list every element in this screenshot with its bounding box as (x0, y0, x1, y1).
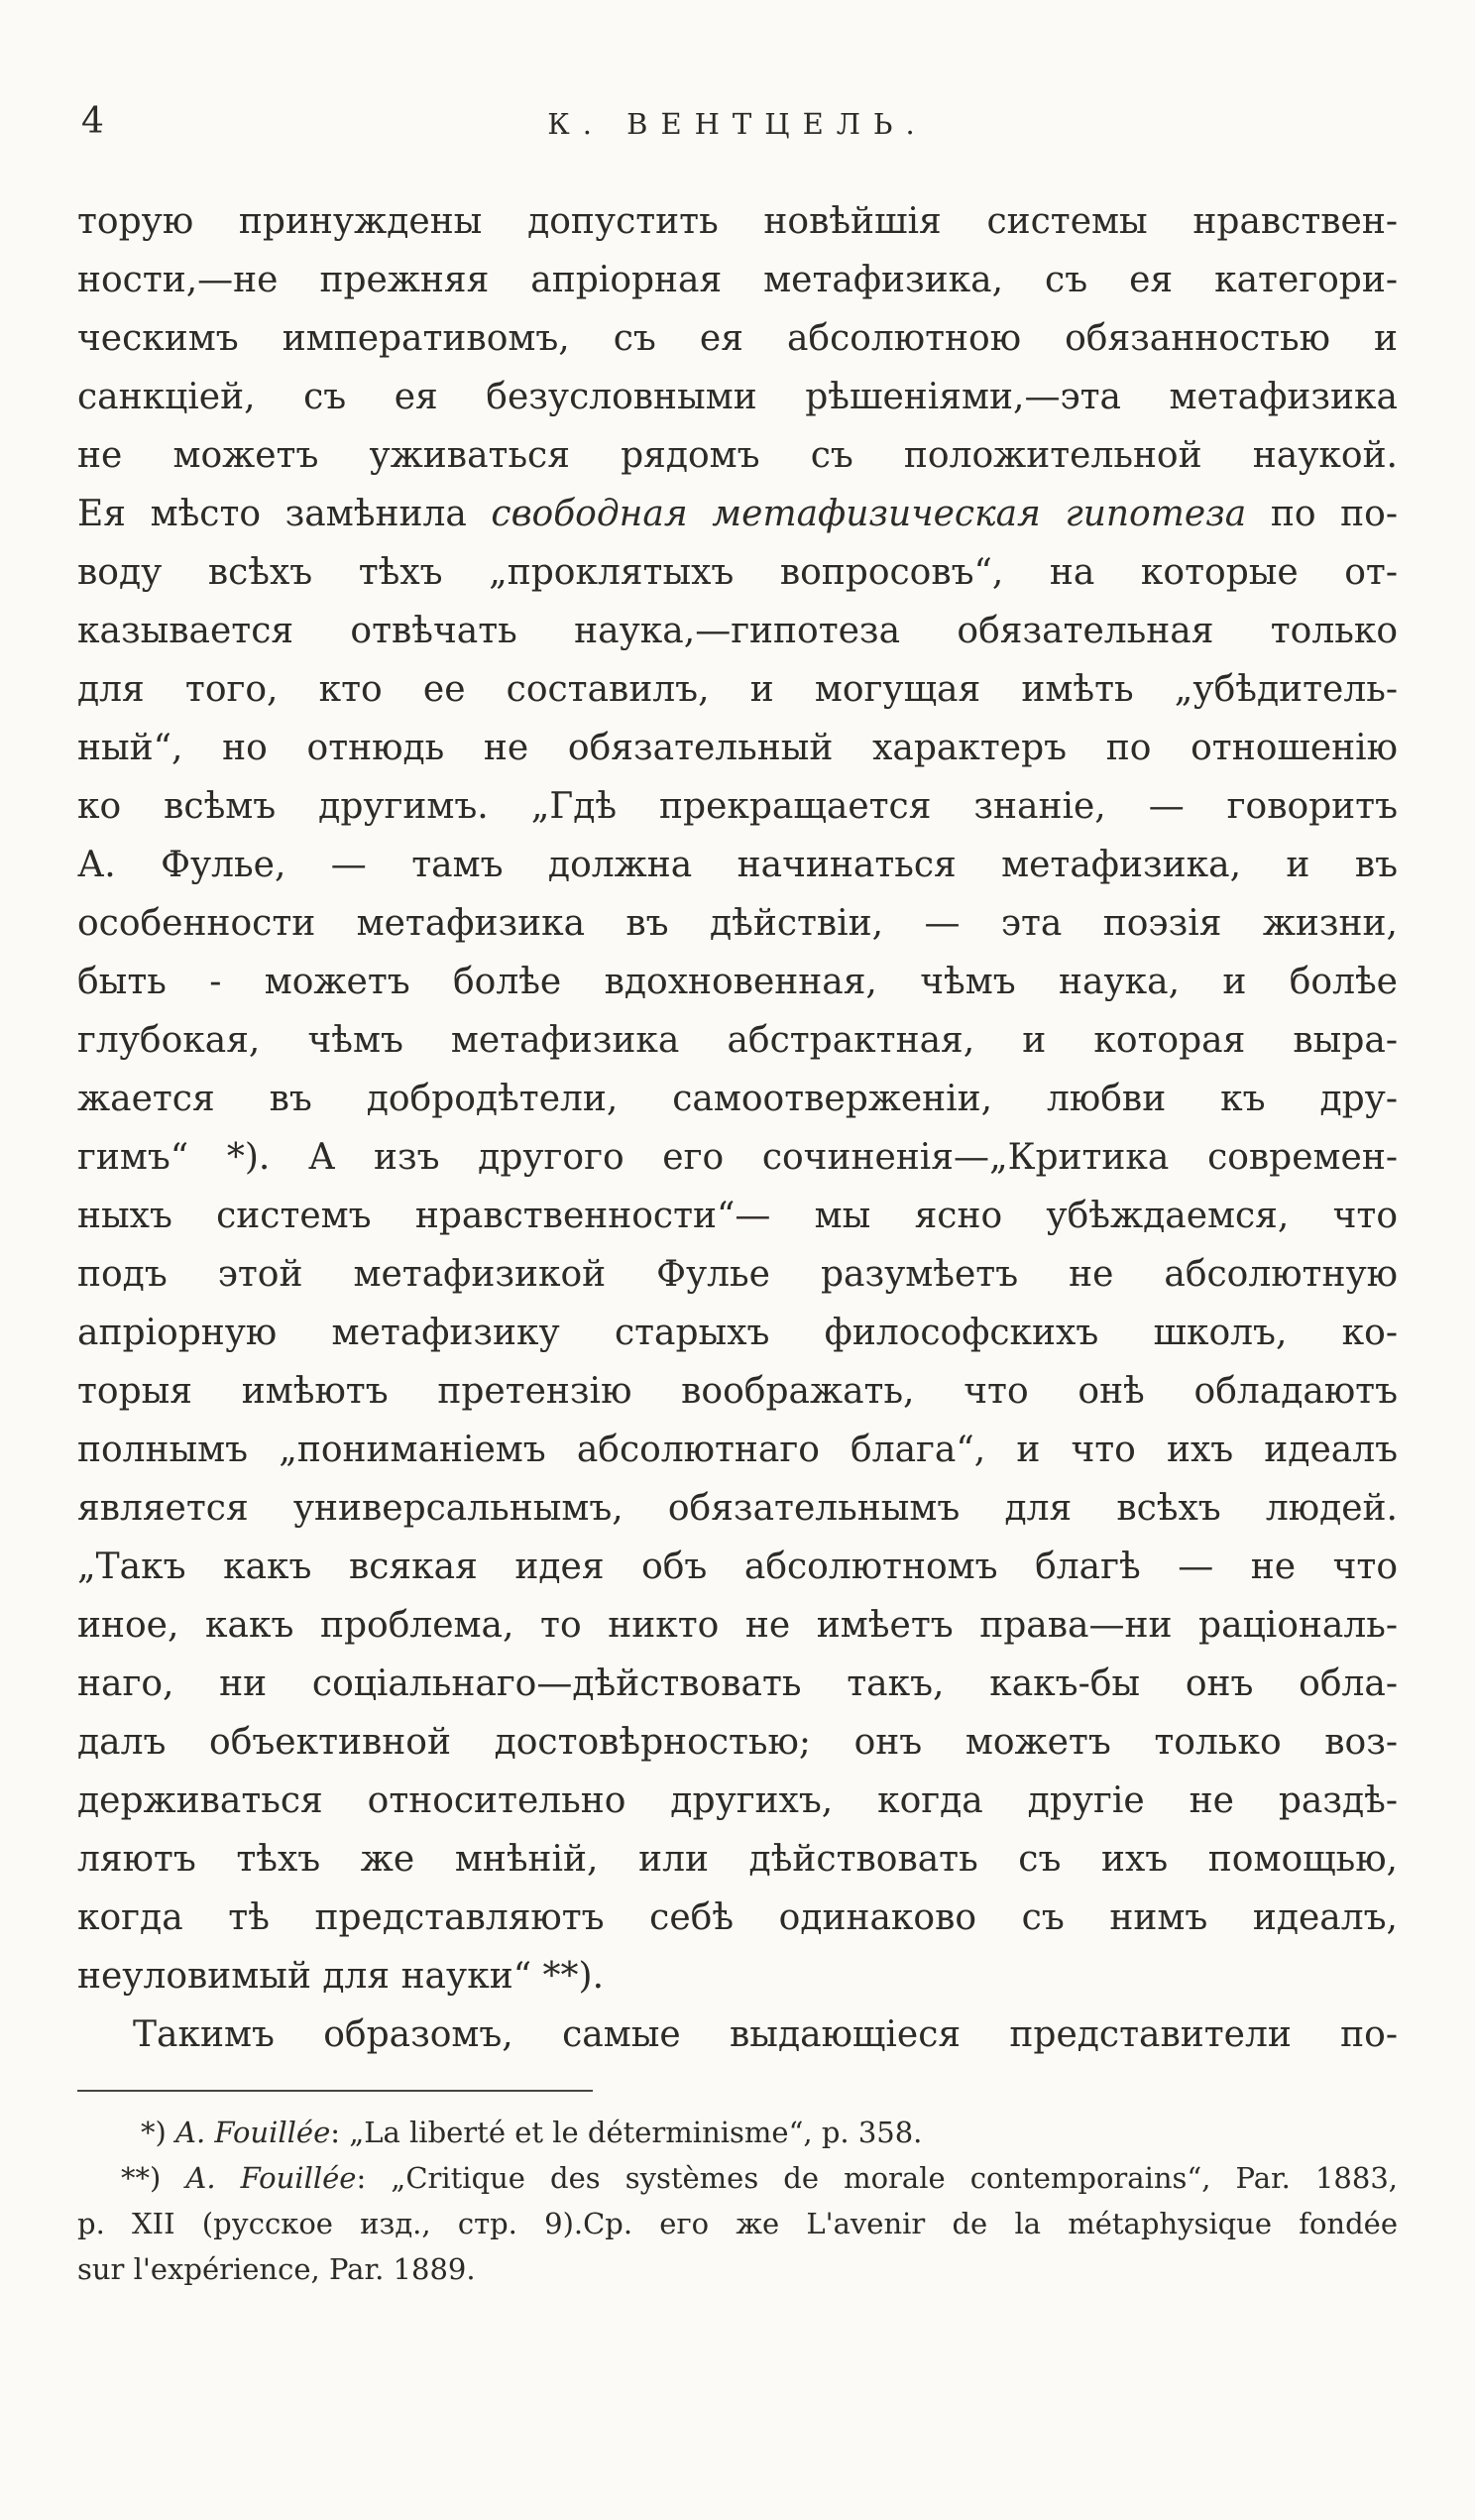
body-text-line (77, 1538, 1398, 1596)
text-segment: не можетъ уживаться рядомъ съ положительной наукой. (77, 435, 1398, 476)
body-text-line (77, 1304, 1398, 1362)
body-text-line (77, 426, 1398, 485)
text-segment: наго, ни соціальнаго—дѣйствовать такъ, какъ-бы онъ обла- (77, 1663, 1398, 1704)
body-text-line (77, 660, 1398, 719)
text-segment: апріорную метафизику старыхъ философскихъ школъ, ко- (77, 1313, 1398, 1353)
text-segment: ныхъ системъ нравственности“— мы ясно убѣждаемся, что (77, 1196, 1398, 1236)
text-segment: глубокая, чѣмъ метафизика абстрактная, и которая выра- (77, 1020, 1398, 1061)
italic-text-segment: свободная метафизическая гипотеза (491, 494, 1247, 534)
body-text (77, 192, 1398, 2064)
body-text-line (77, 309, 1398, 368)
text-segment: торую принуждены допустить новѣйшія системы нравствен- (77, 201, 1398, 242)
body-text-line (77, 1479, 1398, 1538)
text-segment: sur l'expérience, Par. 1889. (77, 2252, 476, 2286)
body-text-line (77, 1889, 1398, 1947)
footnote-line (77, 2110, 1398, 2155)
text-segment: жается въ добродѣтели, самоотверженіи, любви къ дру- (77, 1079, 1398, 1119)
text-segment: Ея мѣсто замѣнила (77, 494, 492, 534)
text-segment: для того, кто ее составилъ, и могущая имѣть „убѣдитель- (77, 669, 1398, 710)
text-segment: является универсальнымъ, обязательнымъ для всѣхъ людей. (77, 1488, 1398, 1529)
text-segment: полнымъ „пониманіемъ абсолютнаго блага“, и что ихъ идеалъ (77, 1430, 1398, 1470)
body-text-line (77, 1713, 1398, 1772)
body-text-line (77, 1362, 1398, 1421)
footnote-line (77, 2155, 1398, 2201)
running-title: К. ВЕНТЦЕЛЬ. (547, 107, 928, 141)
text-segment: далъ объективной достовѣрностью; онъ можетъ только воз- (77, 1722, 1398, 1763)
text-segment: *) (141, 2116, 176, 2149)
text-segment: ности,—не прежняя апріорная метафизика, съ ея категори- (77, 260, 1398, 300)
body-text-line (77, 485, 1398, 543)
body-text-line (77, 836, 1398, 894)
body-text-line (77, 602, 1398, 660)
body-text-line (77, 1830, 1398, 1889)
body-text-line (77, 1947, 1398, 2005)
text-segment: неуловимый для науки“ **). (77, 1956, 605, 1997)
text-segment: подъ этой метафизикой Фулье разумѣетъ не абсолютную (77, 1254, 1398, 1295)
body-text-line (77, 719, 1398, 777)
body-text-line (77, 192, 1398, 251)
footnote-line (77, 2246, 1398, 2292)
footnote-line (77, 2201, 1398, 2246)
text-segment: казывается отвѣчать наука,—гипотеза обязательная только (77, 611, 1398, 651)
body-text-line (77, 1187, 1398, 1245)
body-text-line (77, 1011, 1398, 1070)
text-segment: быть - можетъ болѣе вдохновенная, чѣмъ наука, и болѣе (77, 962, 1398, 1002)
body-text-line (77, 2005, 1398, 2064)
text-segment: ляютъ тѣхъ же мнѣній, или дѣйствовать съ ихъ помощью, (77, 1839, 1398, 1880)
text-segment: : „La liberté et le déterminisme“, p. 358. (330, 2116, 923, 2149)
italic-text-segment: A. Fouillée (185, 2161, 357, 2195)
body-text-line (77, 894, 1398, 953)
footnote-separator (77, 2090, 593, 2092)
text-segment: иное, какъ проблема, то никто не имѣетъ права—ни раціональ- (77, 1605, 1398, 1646)
text-segment: „Такъ какъ всякая идея объ абсолютномъ благѣ — не что (77, 1546, 1398, 1587)
body-text-line (77, 1070, 1398, 1128)
page-number: 4 (81, 101, 104, 142)
body-text-line (77, 251, 1398, 309)
text-segment: p. XII (русское изд., стр. 9).Ср. его же L'avenir de la métaphysique fondée (77, 2207, 1398, 2240)
body-text-line (77, 1245, 1398, 1304)
body-text-line (77, 543, 1398, 602)
text-segment: А. Фулье, — тамъ должна начинаться метафизика, и въ (77, 845, 1398, 885)
body-text-line (77, 368, 1398, 426)
text-segment: воду всѣхъ тѣхъ „проклятыхъ вопросовъ“, на которые от- (77, 552, 1398, 593)
text-segment: ный“, но отнюдь не обязательный характеръ по отношенію (77, 728, 1398, 768)
text-segment: Такимъ образомъ, самые выдающіеся представители по- (133, 2014, 1398, 2055)
body-text-line (77, 1128, 1398, 1187)
footnotes (77, 2110, 1398, 2292)
body-text-line (77, 1596, 1398, 1655)
body-text-line (77, 1655, 1398, 1713)
text-segment: **) (121, 2161, 186, 2195)
body-text-line (77, 953, 1398, 1011)
text-segment: ческимъ императивомъ, съ ея абсолютною обязанностью и (77, 318, 1398, 359)
running-head (77, 99, 1398, 149)
text-segment: : „Critique des systèmes de morale contemporains“, Par. 1883, (356, 2161, 1398, 2195)
body-text-line (77, 1421, 1398, 1479)
text-segment: торыя имѣютъ претензію воображать, что онѣ обладаютъ (77, 1371, 1398, 1412)
text-segment: когда тѣ представляютъ себѣ одинаково съ нимъ идеалъ, (77, 1897, 1398, 1938)
text-segment: по по- (1246, 494, 1398, 534)
body-text-line (77, 777, 1398, 836)
italic-text-segment: A. Fouillée (175, 2116, 331, 2149)
text-segment: ко всѣмъ другимъ. „Гдѣ прекращается знаніе, — говоритъ (77, 786, 1398, 827)
text-segment: санкціей, съ ея безусловными рѣшеніями,—эта метафизика (77, 377, 1398, 417)
body-text-line (77, 1772, 1398, 1830)
text-segment: особенности метафизика въ дѣйствіи, — эта поэзія жизни, (77, 903, 1398, 944)
text-segment: держиваться относительно другихъ, когда другіе не раздѣ- (77, 1780, 1398, 1821)
text-segment: гимъ“ *). А изъ другого его сочиненія—„Критика современ- (77, 1137, 1398, 1178)
